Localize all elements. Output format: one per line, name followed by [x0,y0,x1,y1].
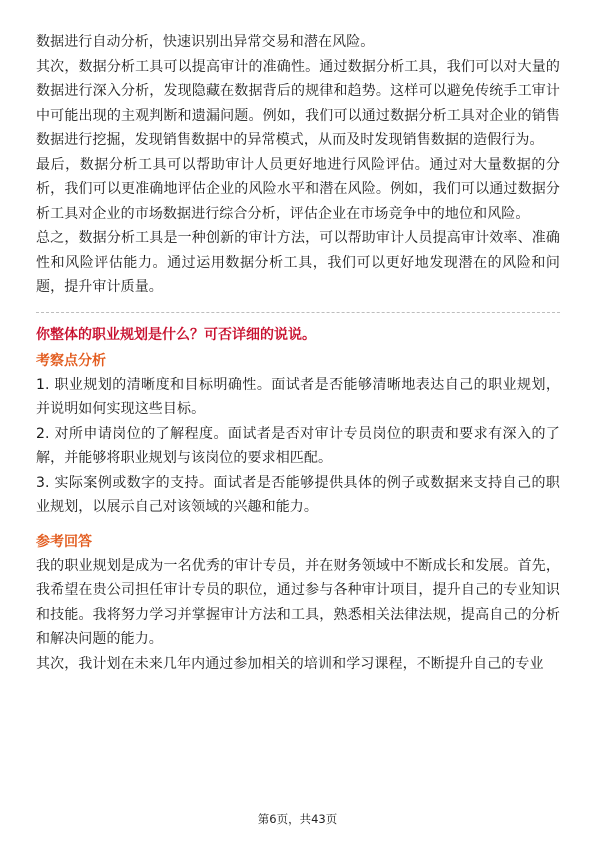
analysis-point: 2. 对所申请岗位的了解程度。面试者是否对审计专员岗位的职责和要求有深入的了解，并能够将职业规划与该岗位的要求相匹配。 [36,425,560,466]
body-paragraph: 最后，数据分析工具可以帮助审计人员更好地进行风险评估。通过对大量数据的分析，我们可以更准确地评估企业的风险水平和潜在风险。例如，我们可以通过数据分析工具对企业的市场数据进行综合分析，评估企业在市场竞争中的地位和风险。 [36,156,560,222]
interview-question: 你整体的职业规划是什么？可否详细的说说。 [36,326,316,343]
document-page [36,30,560,676]
body-paragraph: 其次，数据分析工具可以提高审计的准确性。通过数据分析工具，我们可以对大量的数据进行深入分析，发现隐藏在数据背后的规律和趋势。这样可以避免传统手工审计中可能出现的主观判断和遗漏问题。例如，我们可以通过数据分析工具对企业的销售数据进行挖掘，发现销售数据中的异常模式，从而及时发现销售数据的造假行为。 [36,58,560,148]
page-footer: 第6页，共43页 [257,812,338,826]
body-paragraph: 总之，数据分析工具是一种创新的审计方法，可以帮助审计人员提高审计效率、准确性和风险评估能力。通过运用数据分析工具，我们可以更好地发现潜在的风险和问题，提升审计质量。 [36,230,560,295]
answer-paragraph: 我的职业规划是成为一名优秀的审计专员，并在财务领域中不断成长和发展。首先，我希望在贵公司担任审计专员的职位，通过参与各种审计项目，提升自己的专业知识和技能。我将努力学习并掌握审计方法和工具，熟悉相关法律法规，提高自己的分析和解决问题的能力。 [36,557,560,647]
analysis-point: 1. 职业规划的清晰度和目标明确性。面试者是否能够清晰地表达自己的职业规划，并说明如何实现这些目标。 [36,376,560,417]
section-divider [36,312,560,313]
analysis-heading: 考察点分析 [36,352,106,369]
answer-paragraph: 其次，我计划在未来几年内通过参加相关的培训和学习课程，不断提升自己的专业 [36,655,544,672]
analysis-point: 3. 实际案例或数字的支持。面试者是否能够提供具体的例子或数据来支持自己的职业规划，以展示自己对该领域的兴趣和能力。 [36,474,560,515]
answer-heading: 参考回答 [36,533,92,550]
body-paragraph: 数据进行自动分析，快速识别出异常交易和潜在风险。 [36,34,375,50]
